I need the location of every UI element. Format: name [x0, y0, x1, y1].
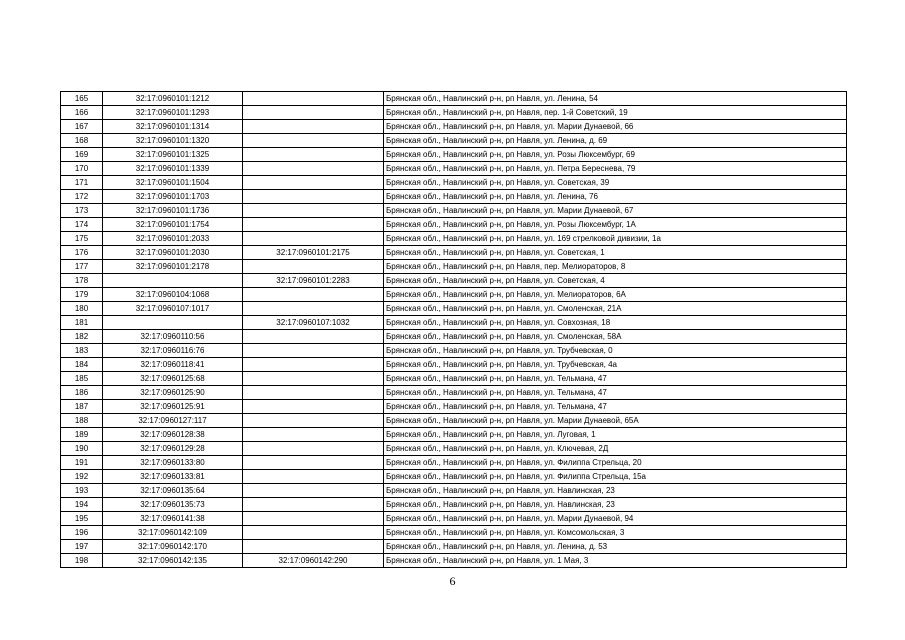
address-cell: Брянская обл., Навлинский р-н, рп Навля, ул. Луговая, 1 [384, 428, 847, 442]
row-number-cell: 177 [61, 260, 103, 274]
linked-cadastral-number-cell [243, 526, 384, 540]
table-row [61, 344, 847, 358]
row-number-cell: 174 [61, 218, 103, 232]
row-number-cell: 179 [61, 288, 103, 302]
table-row [61, 92, 847, 106]
cadastral-number-cell: 32:17:0960116:76 [103, 344, 243, 358]
cadastral-number-cell: 32:17:0960101:1703 [103, 190, 243, 204]
table-row [61, 106, 847, 120]
row-number-cell: 180 [61, 302, 103, 316]
linked-cadastral-number-cell: 32:17:0960101:2283 [243, 274, 384, 288]
row-number-cell: 175 [61, 232, 103, 246]
cadastral-number-cell: 32:17:0960133:81 [103, 470, 243, 484]
address-cell: Брянская обл., Навлинский р-н, рп Навля, ул. Навлинская, 23 [384, 484, 847, 498]
row-number-cell: 181 [61, 316, 103, 330]
address-cell: Брянская обл., Навлинский р-н, рп Навля, ул. Смоленская, 58А [384, 330, 847, 344]
cadastral-number-cell: 32:17:0960107:1017 [103, 302, 243, 316]
address-cell: Брянская обл., Навлинский р-н, рп Навля, ул. Советская, 39 [384, 176, 847, 190]
cadastral-number-cell: 32:17:0960101:1754 [103, 218, 243, 232]
address-cell: Брянская обл., Навлинский р-н, рп Навля, ул. Марии Дунаевой, 66 [384, 120, 847, 134]
address-cell: Брянская обл., Навлинский р-н, рп Навля, ул. Навлинская, 23 [384, 498, 847, 512]
cadastral-number-cell: 32:17:0960125:90 [103, 386, 243, 400]
linked-cadastral-number-cell [243, 218, 384, 232]
table-row [61, 470, 847, 484]
cadastral-number-cell: 32:17:0960127:117 [103, 414, 243, 428]
linked-cadastral-number-cell: 32:17:0960142:290 [243, 554, 384, 568]
row-number-cell: 169 [61, 148, 103, 162]
address-cell: Брянская обл., Навлинский р-н, рп Навля, ул. Розы Люксембург, 1А [384, 218, 847, 232]
address-cell: Брянская обл., Навлинский р-н, рп Навля, ул. Тельмана, 47 [384, 400, 847, 414]
table-row [61, 400, 847, 414]
cadastral-number-cell: 32:17:0960128:38 [103, 428, 243, 442]
row-number-cell: 167 [61, 120, 103, 134]
row-number-cell: 173 [61, 204, 103, 218]
table-row [61, 414, 847, 428]
row-number-cell: 198 [61, 554, 103, 568]
linked-cadastral-number-cell [243, 386, 384, 400]
table-row [61, 316, 847, 330]
row-number-cell: 176 [61, 246, 103, 260]
row-number-cell: 191 [61, 456, 103, 470]
row-number-cell: 187 [61, 400, 103, 414]
linked-cadastral-number-cell [243, 358, 384, 372]
table-row [61, 162, 847, 176]
table-row [61, 120, 847, 134]
linked-cadastral-number-cell [243, 148, 384, 162]
table-row [61, 288, 847, 302]
row-number-cell: 194 [61, 498, 103, 512]
linked-cadastral-number-cell [243, 484, 384, 498]
row-number-cell: 196 [61, 526, 103, 540]
table-row [61, 330, 847, 344]
row-number-cell: 197 [61, 540, 103, 554]
address-cell: Брянская обл., Навлинский р-н, рп Навля, ул. Марии Дунаевой, 65А [384, 414, 847, 428]
cadastral-number-cell: 32:17:0960101:1314 [103, 120, 243, 134]
table-row [61, 540, 847, 554]
linked-cadastral-number-cell [243, 92, 384, 106]
address-cell: Брянская обл., Навлинский р-н, рп Навля, ул. Марии Дунаевой, 67 [384, 204, 847, 218]
page-number: 6 [449, 574, 456, 588]
address-cell: Брянская обл., Навлинский р-н, рп Навля, ул. Ленина, 54 [384, 92, 847, 106]
table-row [61, 204, 847, 218]
register-table-body [61, 92, 847, 568]
table-row [61, 386, 847, 400]
linked-cadastral-number-cell [243, 512, 384, 526]
cadastral-number-cell: 32:17:0960135:73 [103, 498, 243, 512]
cadastral-number-cell: 32:17:0960135:64 [103, 484, 243, 498]
linked-cadastral-number-cell [243, 442, 384, 456]
address-cell: Брянская обл., Навлинский р-н, рп Навля, ул. 169 стрелковой дивизии, 1а [384, 232, 847, 246]
linked-cadastral-number-cell: 32:17:0960107:1032 [243, 316, 384, 330]
linked-cadastral-number-cell [243, 456, 384, 470]
cadastral-number-cell: 32:17:0960110:56 [103, 330, 243, 344]
table-row [61, 372, 847, 386]
table-row [61, 176, 847, 190]
address-cell: Брянская обл., Навлинский р-н, рп Навля, ул. Тельмана, 47 [384, 386, 847, 400]
linked-cadastral-number-cell [243, 372, 384, 386]
row-number-cell: 184 [61, 358, 103, 372]
row-number-cell: 192 [61, 470, 103, 484]
linked-cadastral-number-cell [243, 260, 384, 274]
address-cell: Брянская обл., Навлинский р-н, рп Навля, ул. Розы Люксембург, 69 [384, 148, 847, 162]
address-cell: Брянская обл., Навлинский р-н, рп Навля, ул. 1 Мая, 3 [384, 554, 847, 568]
table-row [61, 526, 847, 540]
address-cell: Брянская обл., Навлинский р-н, рп Навля, ул. Советская, 4 [384, 274, 847, 288]
table-row [61, 246, 847, 260]
table-row [61, 484, 847, 498]
linked-cadastral-number-cell [243, 302, 384, 316]
linked-cadastral-number-cell [243, 344, 384, 358]
address-cell: Брянская обл., Навлинский р-н, рп Навля, ул. Ленина, д. 53 [384, 540, 847, 554]
address-cell: Брянская обл., Навлинский р-н, рп Навля, пер. 1-й Советский, 19 [384, 106, 847, 120]
linked-cadastral-number-cell: 32:17:0960101:2175 [243, 246, 384, 260]
address-cell: Брянская обл., Навлинский р-н, рп Навля, ул. Ленина, д. 69 [384, 134, 847, 148]
row-number-cell: 178 [61, 274, 103, 288]
table-row [61, 512, 847, 526]
row-number-cell: 183 [61, 344, 103, 358]
row-number-cell: 182 [61, 330, 103, 344]
address-cell: Брянская обл., Навлинский р-н, рп Навля, ул. Советская, 1 [384, 246, 847, 260]
address-cell: Брянская обл., Навлинский р-н, рп Навля, ул. Филиппа Стрельца, 20 [384, 456, 847, 470]
row-number-cell: 185 [61, 372, 103, 386]
row-number-cell: 195 [61, 512, 103, 526]
row-number-cell: 186 [61, 386, 103, 400]
linked-cadastral-number-cell [243, 120, 384, 134]
linked-cadastral-number-cell [243, 106, 384, 120]
row-number-cell: 171 [61, 176, 103, 190]
cadastral-number-cell: 32:17:0960133:80 [103, 456, 243, 470]
cadastral-number-cell: 32:17:0960101:1736 [103, 204, 243, 218]
table-row [61, 358, 847, 372]
table-row [61, 302, 847, 316]
linked-cadastral-number-cell [243, 176, 384, 190]
cadastral-number-cell: 32:17:0960142:135 [103, 554, 243, 568]
cadastral-number-cell: 32:17:0960101:1504 [103, 176, 243, 190]
linked-cadastral-number-cell [243, 400, 384, 414]
row-number-cell: 172 [61, 190, 103, 204]
cadastral-number-cell: 32:17:0960101:1293 [103, 106, 243, 120]
table-row [61, 260, 847, 274]
linked-cadastral-number-cell [243, 470, 384, 484]
table-row [61, 428, 847, 442]
linked-cadastral-number-cell [243, 540, 384, 554]
cadastral-number-cell: 32:17:0960101:2033 [103, 232, 243, 246]
address-cell: Брянская обл., Навлинский р-н, рп Навля, ул. Совхозная, 18 [384, 316, 847, 330]
cadastral-number-cell: 32:17:0960142:170 [103, 540, 243, 554]
cadastral-number-cell: 32:17:0960125:91 [103, 400, 243, 414]
address-cell: Брянская обл., Навлинский р-н, рп Навля, ул. Трубчевская, 4а [384, 358, 847, 372]
row-number-cell: 190 [61, 442, 103, 456]
table-row [61, 554, 847, 568]
register-table [60, 91, 847, 568]
cadastral-number-cell: 32:17:0960125:68 [103, 372, 243, 386]
table-row [61, 190, 847, 204]
cadastral-number-cell [103, 274, 243, 288]
table-row [61, 218, 847, 232]
linked-cadastral-number-cell [243, 134, 384, 148]
linked-cadastral-number-cell [243, 498, 384, 512]
cadastral-number-cell [103, 316, 243, 330]
table-row [61, 148, 847, 162]
linked-cadastral-number-cell [243, 162, 384, 176]
linked-cadastral-number-cell [243, 288, 384, 302]
cadastral-number-cell: 32:17:0960101:1320 [103, 134, 243, 148]
linked-cadastral-number-cell [243, 414, 384, 428]
address-cell: Брянская обл., Навлинский р-н, рп Навля, ул. Тельмана, 47 [384, 372, 847, 386]
linked-cadastral-number-cell [243, 330, 384, 344]
address-cell: Брянская обл., Навлинский р-н, рп Навля, ул. Филиппа Стрельца, 15а [384, 470, 847, 484]
address-cell: Брянская обл., Навлинский р-н, рп Навля, ул. Мелиораторов, 6А [384, 288, 847, 302]
table-row [61, 134, 847, 148]
cadastral-number-cell: 32:17:0960141:38 [103, 512, 243, 526]
address-cell: Брянская обл., Навлинский р-н, рп Навля, ул. Ленина, 76 [384, 190, 847, 204]
linked-cadastral-number-cell [243, 428, 384, 442]
row-number-cell: 193 [61, 484, 103, 498]
table-row [61, 274, 847, 288]
cadastral-number-cell: 32:17:0960118:41 [103, 358, 243, 372]
row-number-cell: 170 [61, 162, 103, 176]
cadastral-number-cell: 32:17:0960101:1325 [103, 148, 243, 162]
table-row [61, 232, 847, 246]
row-number-cell: 189 [61, 428, 103, 442]
address-cell: Брянская обл., Навлинский р-н, рп Навля, ул. Марии Дунаевой, 94 [384, 512, 847, 526]
cadastral-number-cell: 32:17:0960101:2030 [103, 246, 243, 260]
address-cell: Брянская обл., Навлинский р-н, рп Навля, ул. Трубчевская, 0 [384, 344, 847, 358]
row-number-cell: 166 [61, 106, 103, 120]
address-cell: Брянская обл., Навлинский р-н, рп Навля, пер. Мелиораторов, 8 [384, 260, 847, 274]
table-row [61, 456, 847, 470]
row-number-cell: 188 [61, 414, 103, 428]
linked-cadastral-number-cell [243, 204, 384, 218]
row-number-cell: 168 [61, 134, 103, 148]
table-row [61, 498, 847, 512]
address-cell: Брянская обл., Навлинский р-н, рп Навля, ул. Комсомольская, 3 [384, 526, 847, 540]
cadastral-number-cell: 32:17:0960101:1339 [103, 162, 243, 176]
row-number-cell: 165 [61, 92, 103, 106]
address-cell: Брянская обл., Навлинский р-н, рп Навля, ул. Петра Береснева, 79 [384, 162, 847, 176]
cadastral-number-cell: 32:17:0960142:109 [103, 526, 243, 540]
address-cell: Брянская обл., Навлинский р-н, рп Навля, ул. Ключевая, 2Д [384, 442, 847, 456]
address-cell: Брянская обл., Навлинский р-н, рп Навля, ул. Смоленская, 21А [384, 302, 847, 316]
table-row [61, 442, 847, 456]
linked-cadastral-number-cell [243, 232, 384, 246]
linked-cadastral-number-cell [243, 190, 384, 204]
cadastral-number-cell: 32:17:0960129:28 [103, 442, 243, 456]
cadastral-number-cell: 32:17:0960101:1212 [103, 92, 243, 106]
cadastral-number-cell: 32:17:0960101:2178 [103, 260, 243, 274]
cadastral-number-cell: 32:17:0960104:1068 [103, 288, 243, 302]
